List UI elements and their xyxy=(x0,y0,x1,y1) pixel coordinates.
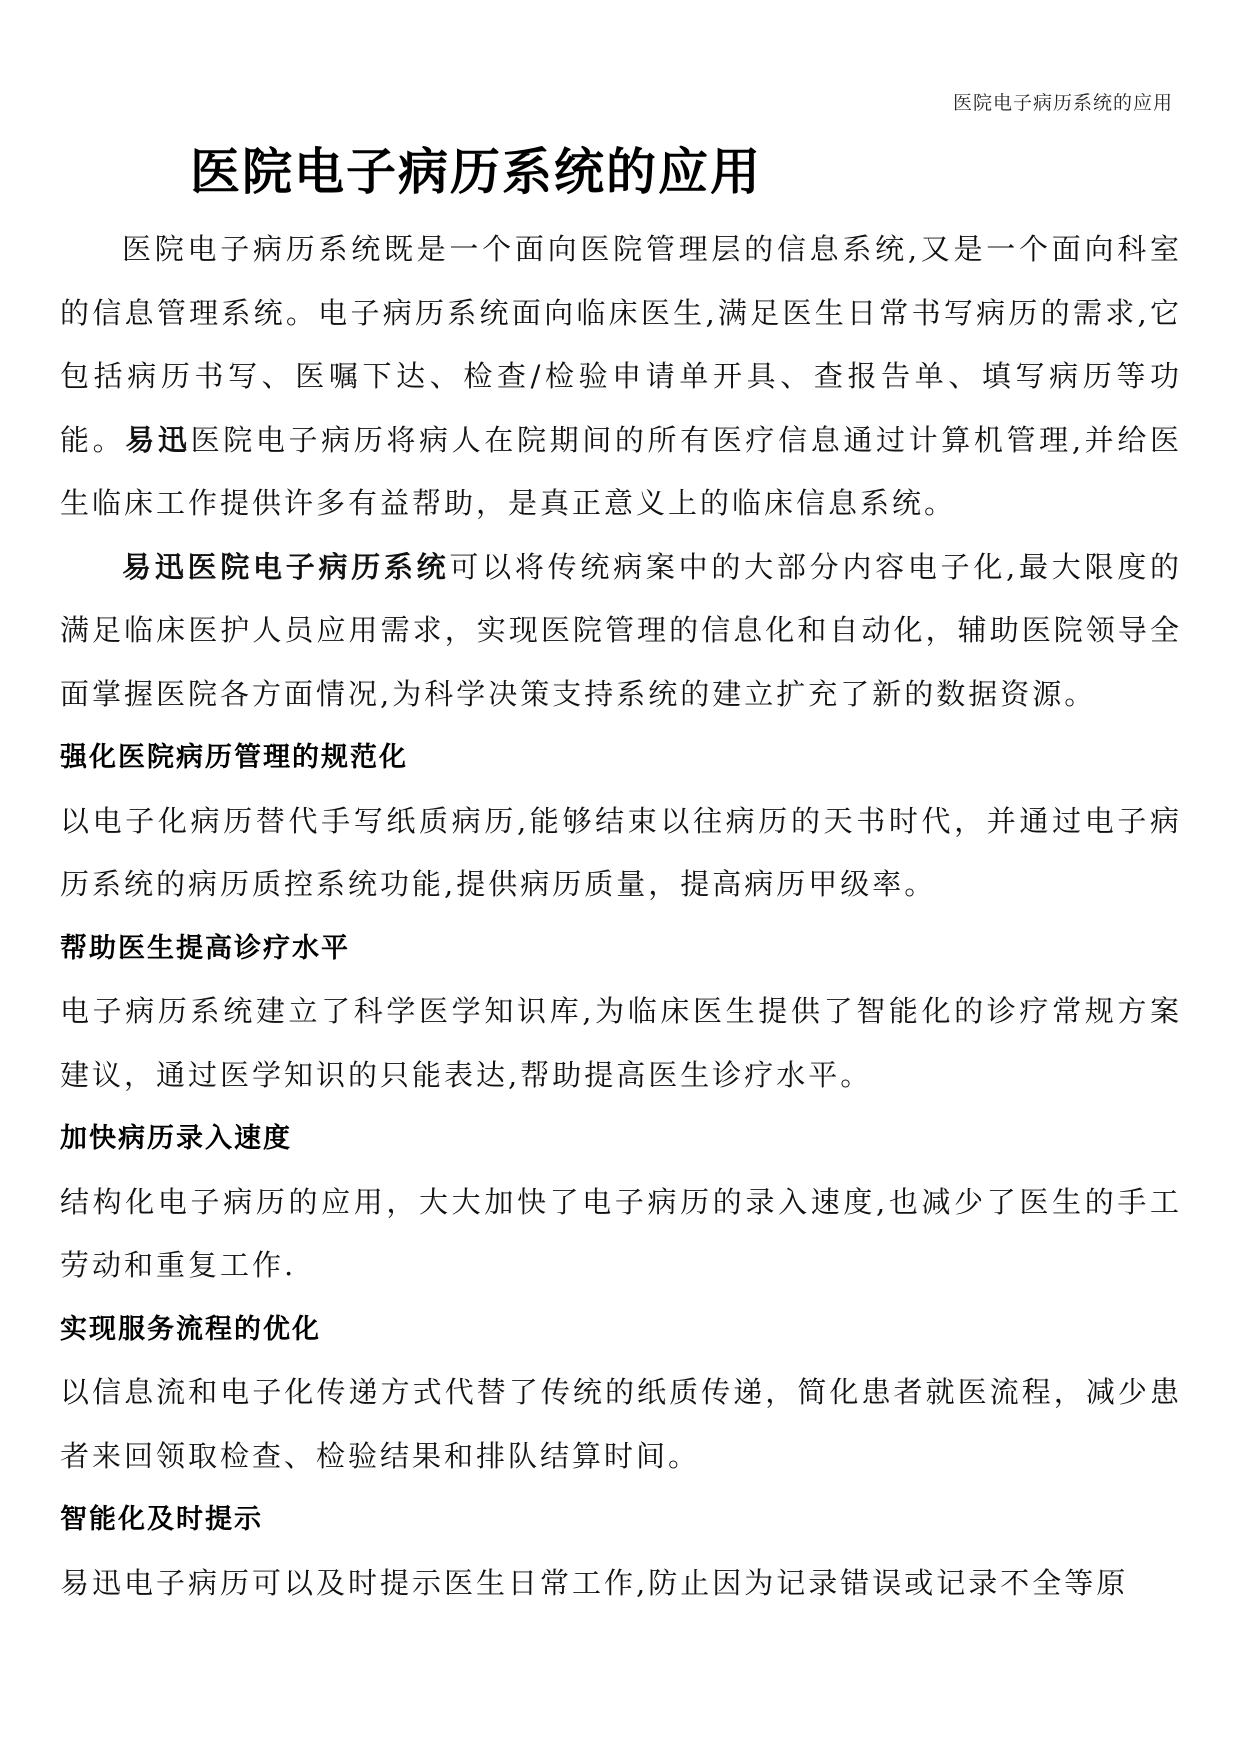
intro-paragraph-1 xyxy=(60,218,1182,536)
intro-text-1: 医院电子病历系统既是一个面向医院管理层的信息系统,又是一个面向科室的信息管理系统。电子病历系统面向临床医生,满足医生日常书写病历的需求,它包括病历书写、医嘱下达、检查/检验申请单开具、查报告单、填写病历等功能。 xyxy=(60,232,1182,457)
brand-name-bold: 易迅 xyxy=(125,422,191,457)
section-text: 易迅电子病历可以及时提示医生日常工作,防止因为记录错误或记录不全等原 xyxy=(60,1565,1129,1600)
section-heading: 智能化及时提示 xyxy=(60,1504,263,1535)
intro-text-2: 医院电子病历将病人在院期间的所有医疗信息通过计算机管理,并给医 生临床工作提供许多有益帮助，是真正意义上的临床信息系统。 xyxy=(60,422,1182,520)
section-text: 电子病历系统建立了科学医学知识库,为临床医生提供了智能化的诊疗常规方案建议，通过医学知识的只能表达,帮助提高医生诊疗水平。 xyxy=(60,994,1182,1092)
section-heading: 帮助医生提高诊疗水平 xyxy=(60,932,350,964)
section-heading: 强化医院病历管理的规范化 xyxy=(60,742,408,773)
document-body xyxy=(60,218,1182,1615)
product-name-bold: 易迅医院电子病历系统 xyxy=(122,549,450,584)
section-text: 结构化电子病历的应用，大大加快了电子病历的录入速度,也减少了医生的手工劳动和重复工作. xyxy=(60,1184,1182,1282)
running-header: 医院电子病历系统的应用 xyxy=(952,92,1173,114)
intro-text-3: 可以将传统病案中的大部分内容电子化,最大限度的满足临床医护人员应用需求，实现医院管理的信息化和自动化，辅助医院领导全面掌握医院各方面情况,为科学决策支持系统的建立扩充了新的数据资源。 xyxy=(60,549,1182,711)
document-title: 医院电子病历系统的应用 xyxy=(190,143,762,201)
section-text: 以电子化病历替代手写纸质病历,能够结束以往病历的天书时代，并通过电子病历系统的病历质控系统功能,提供病历质量，提高病历甲级率。 xyxy=(60,803,1182,901)
section-text: 以信息流和电子化传递方式代替了传统的纸质传递，简化患者就医流程，减少患者来回领取检查、检验结果和排队结算时间。 xyxy=(60,1375,1182,1473)
section-heading: 实现服务流程的优化 xyxy=(60,1313,321,1345)
section-heading: 加快病历录入速度 xyxy=(60,1123,292,1154)
intro-paragraph-2 xyxy=(60,536,1182,727)
